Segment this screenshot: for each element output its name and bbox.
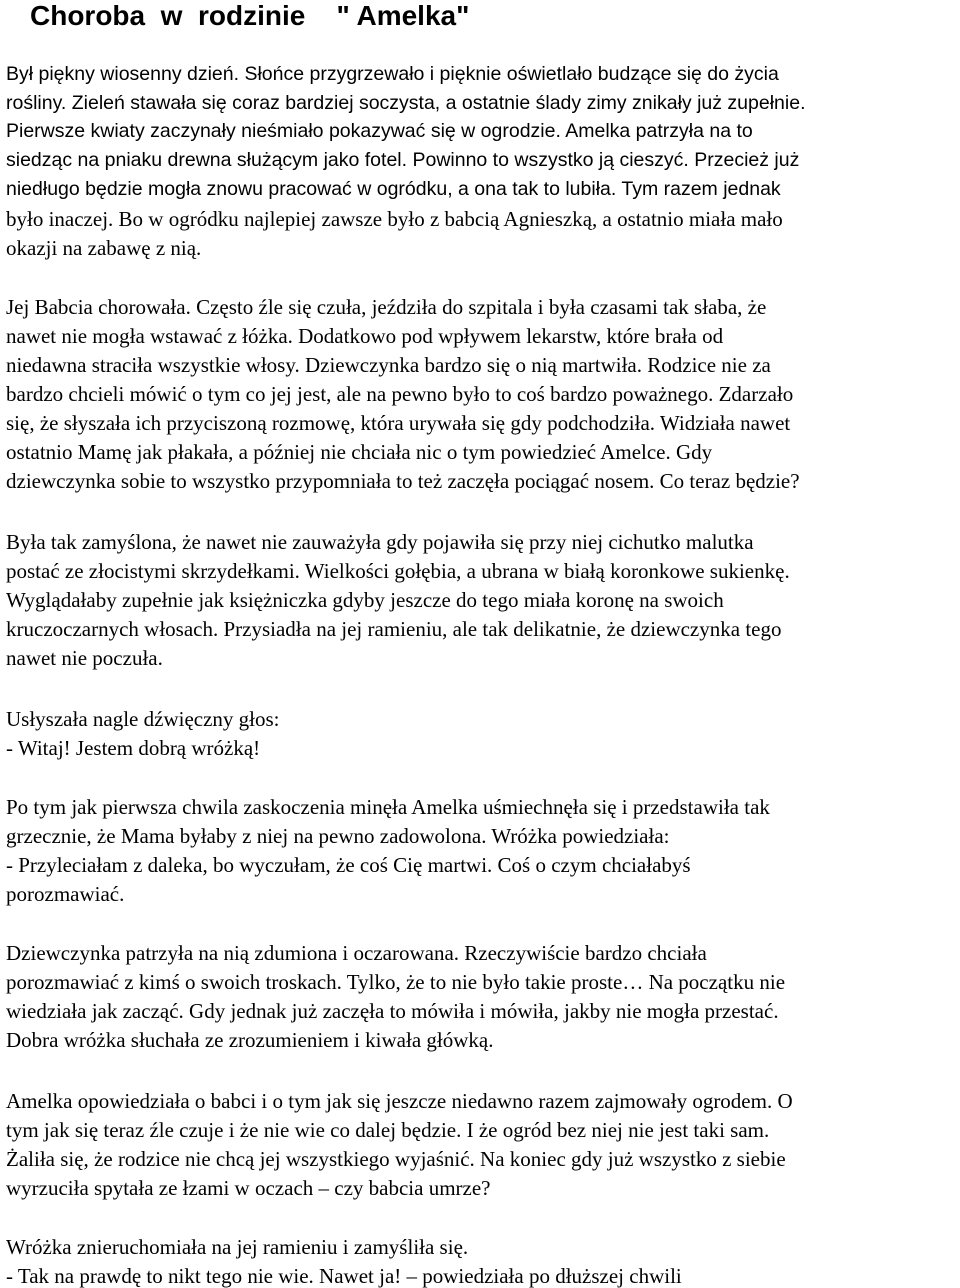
text-line: Wyglądałaby zupełnie jak księżniczka gdyby jeszcze do tego miała koronę na swoich [6,588,724,612]
text-line: Pierwsze kwiaty zaczynały nieśmiało pokazywać się w ogrodzie. Amelka patrzyła na to [6,120,753,142]
text-line: grzecznie, że Mama byłaby z niej na pewno zadowolona. Wróżka powiedziała: [6,824,670,848]
text-line: - Przyleciałam z daleka, bo wyczułam, że coś Cię martwi. Coś o czym chciałabyś [6,853,691,877]
text-line: Amelka opowiedziała o babci i o tym jak się jeszcze niedawno razem zajmowały ogrodem. O [6,1089,793,1113]
text-line: kruczoczarnych włosach. Przysiadła na jej ramieniu, ale tak delikatnie, że dziewczynka tego [6,617,782,641]
text-line: się, że słyszała ich przyciszoną rozmowę, która urywała się gdy podchodziła. Widziała nawet [6,411,791,435]
text-line: było inaczej. Bo w ogródku najlepiej zawsze było z babcią Agnieszką, a ostatnio miała mało [6,207,783,231]
text-line: bardzo chcieli mówić o tym co jej jest, ale na pewno było to coś bardzo poważnego. Zdarzało [6,382,794,406]
text-line: Była tak zamyślona, że nawet nie zauważyła gdy pojawiła się przy niej cichutko malutka [6,530,754,554]
text-line: okazji na zabawę z nią. [6,236,202,260]
text-line: Usłyszała nagle dźwięczny głos: [6,707,280,731]
text-line: porozmawiać z kimś o swoich troskach. Tylko, że to nie było takie proste… Na początku nie [6,970,786,994]
text-line: Jej Babcia chorowała. Często źle się czuła, jeździła do szpitala i była czasami tak słaba, że [6,295,767,319]
text-line: tym jak się teraz źle czuje i że nie wie co dalej będzie. I że ogród bez niej nie jest taki sam. [6,1118,770,1142]
text-line: ostatnio Mamę jak płakała, a później nie chciała nic o tym powiedzieć Amelce. Gdy [6,440,713,464]
text-line: Dziewczynka patrzyła na nią zdumiona i oczarowana. Rzeczywiście bardzo chciała [6,941,707,965]
document-title: Choroba w rodzinie " Amelka" [30,0,470,31]
text-line: niedawna straciła wszystkie włosy. Dziewczynka bardzo się o nią martwiła. Rodzice nie za [6,353,771,377]
text-line: porozmawiać. [6,882,125,906]
text-line: dziewczynka sobie to wszystko przypomniała to też zaczęła pociągać nosem. Co teraz będzie? [6,469,800,493]
text-line: postać ze złocistymi skrzydełkami. Wielkości gołębia, a ubrana w białą koronkowe sukienkę. [6,559,790,583]
text-line: siedząc na pniaku drewna służącym jako fotel. Powinno to wszystko ją cieszyć. Przecież już [6,149,800,171]
text-line: Po tym jak pierwsza chwila zaskoczenia minęła Amelka uśmiechnęła się i przedstawiła tak [6,795,770,819]
text-line: nawet nie poczuła. [6,646,163,670]
text-line: - Tak na prawdę to nikt tego nie wie. Nawet ja! – powiedziała po dłuższej chwili [6,1264,682,1288]
text-line: Wróżka znieruchomiała na jej ramieniu i zamyśliła się. [6,1235,469,1259]
text-line: nawet nie mogła wstawać z łóżka. Dodatkowo pod wpływem lekarstw, które brała od [6,324,724,348]
text-line: - Witaj! Jestem dobrą wróżką! [6,736,261,760]
text-line: niedługo będzie mogła znowu pracować w ogródku, a ona tak to lubiła. Tym razem jednak [6,178,781,200]
text-line: Dobra wróżka słuchała ze zrozumieniem i kiwała główką. [6,1028,494,1052]
text-line: Był piękny wiosenny dzień. Słońce przygrzewało i pięknie oświetlało budzące się do życia [6,63,779,85]
text-line: Żaliła się, że rodzice nie chcą jej wszystkiego wyjaśnić. Na koniec gdy już wszystko z siebie [6,1147,786,1171]
text-line: rośliny. Zieleń stawała się coraz bardziej soczysta, a ostatnie ślady zimy znikały już zupełnie. [6,92,806,114]
text-line: wiedziała jak zacząć. Gdy jednak już zaczęła to mówiła i mówiła, jakby nie mogła przestać. [6,999,779,1023]
text-line: wyrzuciła spytała ze łzami w oczach – czy babcia umrze? [6,1176,491,1200]
